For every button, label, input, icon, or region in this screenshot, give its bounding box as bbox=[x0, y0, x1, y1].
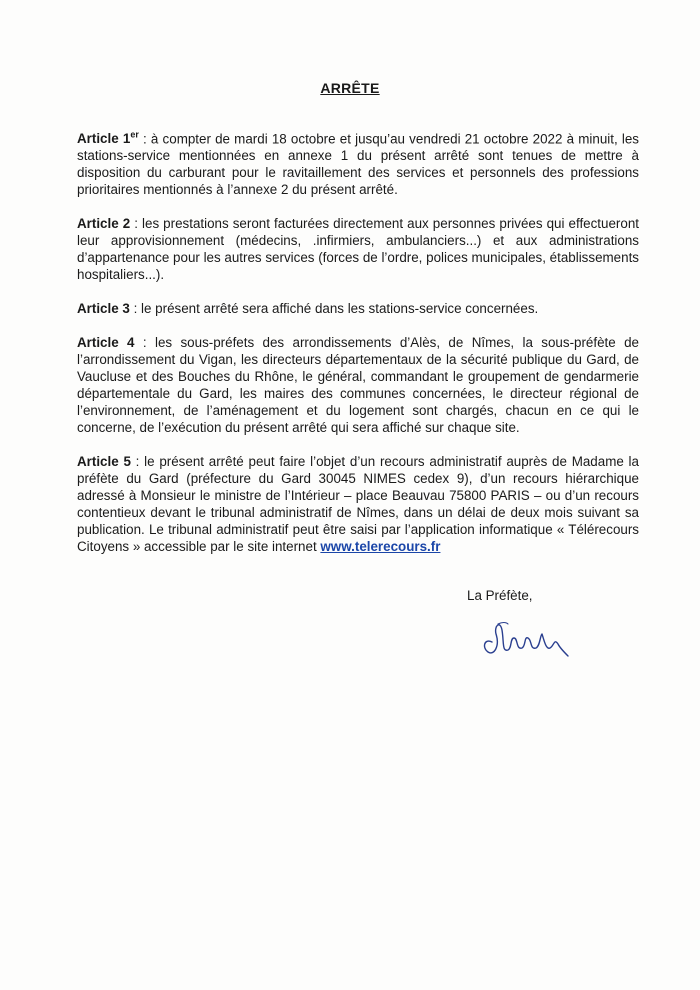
document-body bbox=[77, 127, 639, 572]
article-4-label: Article 4 bbox=[77, 335, 135, 351]
article-3-label: Article 3 bbox=[77, 301, 130, 317]
article-5 bbox=[77, 453, 639, 555]
article-2 bbox=[77, 215, 639, 283]
article-2-label: Article 2 bbox=[77, 216, 131, 232]
article-3 bbox=[77, 300, 639, 317]
article-5-text: le présent arrêté peut faire l’objet d’un recours administratif auprès de Madame la préfète du Gard (préfecture du Gard 30045 NIMES cedex 9), d’un recours hiérarchique adressé à Monsieur le ministre de l’Intérieur – place Beauvau 75800 PARIS – ou d’un recours contentieux devant le tribunal administratif de Nîmes, dans un délai de deux mois suivant sa publication. Le tribunal administratif peut être saisi par l’application informatique « Télérecours Citoyens » accessible par le site internet bbox=[77, 454, 639, 555]
article-4 bbox=[77, 334, 639, 436]
article-2-sep: : bbox=[130, 216, 143, 232]
handwritten-signature bbox=[478, 612, 573, 662]
article-5-label: Article 5 bbox=[77, 454, 131, 470]
article-3-sep: : bbox=[129, 301, 142, 317]
article-1-sup: er bbox=[130, 130, 139, 140]
article-1-text: à compter de mardi 18 octobre et jusqu’au vendredi 21 octobre 2022 à minuit, les stations-service mentionnées en annexe 1 du présent arrêté sont tenues de mettre à disposition du carburant pour le ravitaillement des services et personnels des professions prioritaires mentionnés à l’annexe 2 du présent arrêté. bbox=[77, 131, 639, 198]
article-1 bbox=[77, 127, 639, 198]
article-3-text: le présent arrêté sera affiché dans les stations-service concernées. bbox=[141, 301, 539, 317]
article-4-text: les sous-préfets des arrondissements d’Alès, de Nîmes, la sous-préfète de l’arrondissement du Vigan, les directeurs départementaux de la sécurité publique du Gard, de Vaucluse et des Bouches du Rhône, le général, commandant le groupement de gendarmerie départementale du Gard, les maires des communes concernées, le directeur régional de l’environnement, de l’aménagement et du logement sont chargés, chacun en ce qui le concerne, de l’exécution du présent arrêté qui sera affiché sur chaque site. bbox=[77, 335, 639, 436]
document-title: ARRÊTE bbox=[320, 80, 380, 96]
telerecours-link[interactable]: www.telerecours.fr bbox=[320, 539, 441, 555]
signature-label: La Préfète, bbox=[467, 588, 533, 603]
article-4-sep: : bbox=[134, 335, 155, 351]
article-1-label: Article 1er bbox=[77, 130, 139, 147]
article-2-text: les prestations seront facturées directement aux personnes privées qui effectueront leur approvisionnement (médecins, .infirmiers, ambulanciers...) et aux administrations d’appartenance pour les autres services (forces de l’ordre, polices municipales, établissements hospitaliers...). bbox=[77, 216, 639, 283]
article-1-sep: : bbox=[138, 131, 151, 147]
article-5-sep: : bbox=[130, 454, 145, 470]
